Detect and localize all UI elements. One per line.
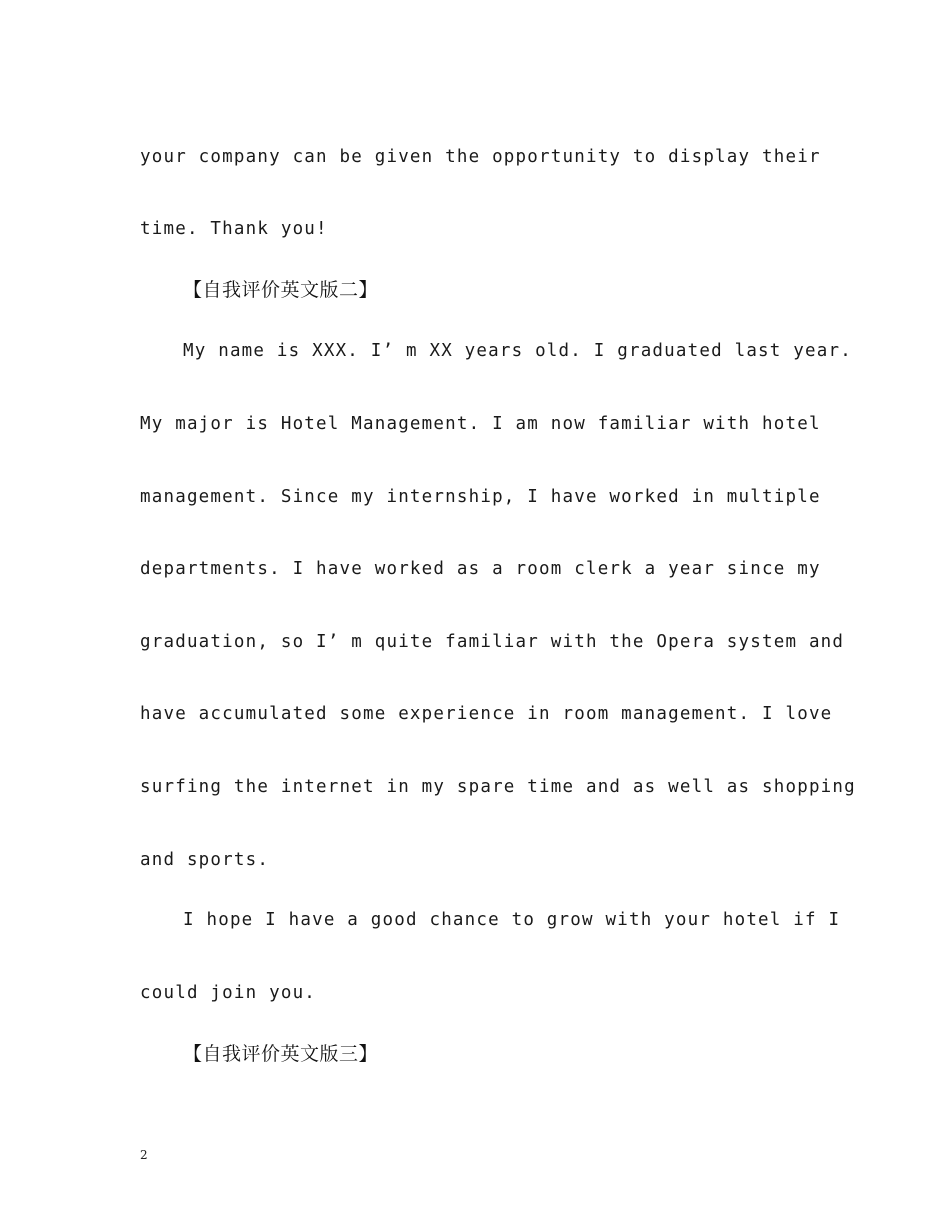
text-line: and sports. xyxy=(140,850,270,870)
text-line: departments. I have worked as a room clerk a year since my xyxy=(140,559,821,579)
text-line: My major is Hotel Management. I am now familiar with hotel xyxy=(140,414,821,434)
text-line: graduation, so I’ m quite familiar with the Opera system and xyxy=(140,632,845,652)
paragraph-first-line: My name is XXX. I’ m XX years old. I graduated last year. xyxy=(183,341,852,361)
text-line: have accumulated some experience in room management. I love xyxy=(140,704,833,724)
text-line: your company can be given the opportunity to display their xyxy=(140,147,821,167)
text-line: management. Since my internship, I have worked in multiple xyxy=(140,487,821,507)
text-line: surfing the internet in my spare time and as well as shopping xyxy=(140,777,856,797)
paragraph-first-line: I hope I have a good chance to grow with your hotel if I xyxy=(183,910,841,930)
section-heading: 【自我评价英文版三】 xyxy=(183,1043,379,1065)
page-number: 2 xyxy=(140,1148,148,1162)
section-heading: 【自我评价英文版二】 xyxy=(183,279,379,301)
text-line: time. Thank you! xyxy=(140,219,328,239)
text-line: could join you. xyxy=(140,983,317,1003)
